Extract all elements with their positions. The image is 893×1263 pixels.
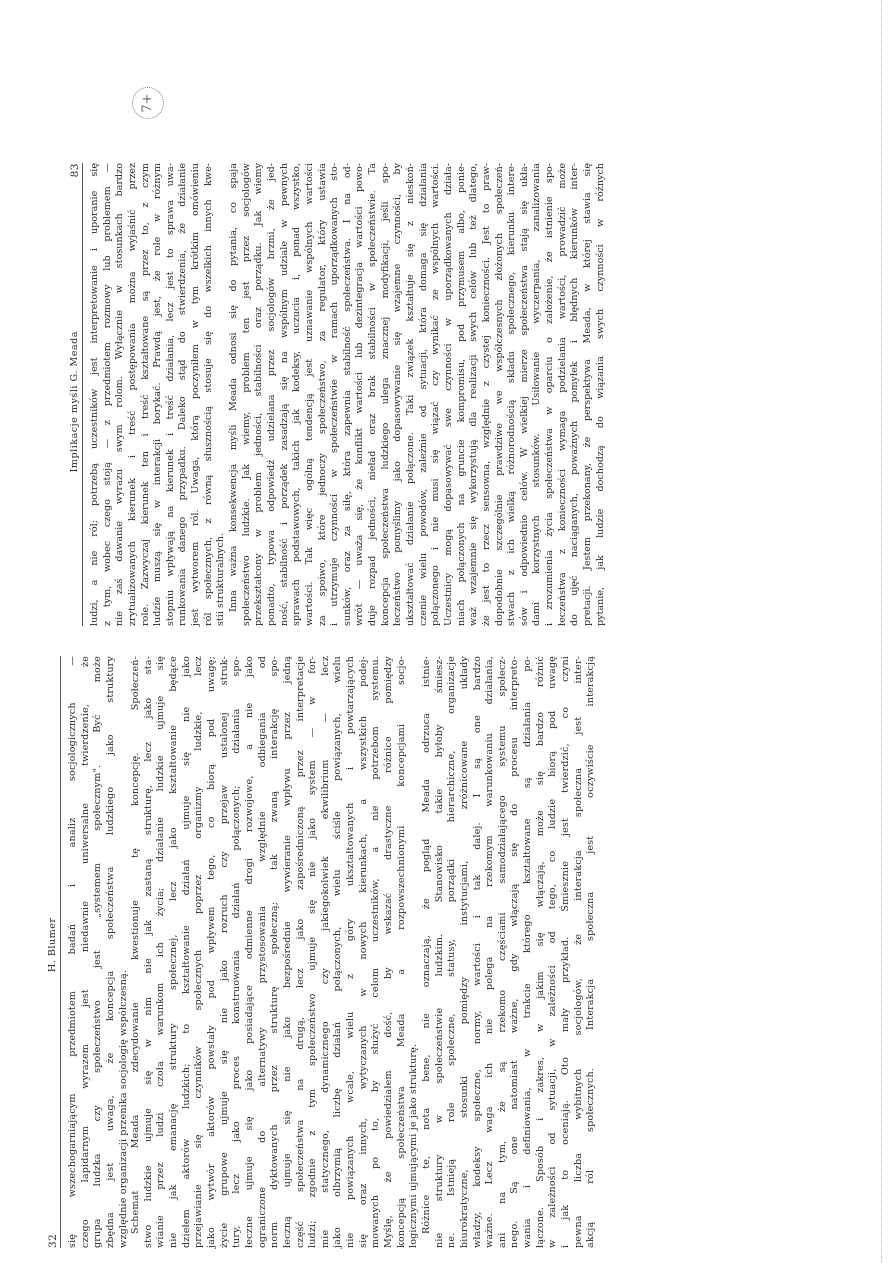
text-line: Schemat Meada zdecydowanie kwestionuje tę koncepcję. Społeczeń- — [130, 656, 142, 1234]
text-line: wrót — uważa się, że konflikt wartości lub dezintegracja wartości powo- — [354, 163, 366, 626]
text-line: koncepcją społeczeństwa Meada a rozpowszechnionymi koncepcjami socjo- — [395, 656, 407, 1248]
text-line: ograniczone do alternatywy przystosowania względnie odbiegania od — [256, 656, 268, 1248]
text-line: ani na tym, że są rzekomo częściami samodziałającego systemu społecz- — [496, 656, 508, 1248]
text-line: czenie wielu powodów, zależnie od sytuacji, która domaga się działania — [417, 163, 429, 626]
page-32 — [46, 656, 598, 1248]
text-line: połączonego i nie musi się wiązać czy wynikać ze wspólnych wartości. — [430, 163, 442, 626]
text-line: ludzie muszą się w interakcji borykać. Prawdą jest, że role w różnym — [152, 163, 164, 626]
text-line: i utrzymuje czynności w społeczeństwie w ramach uporządkowanych sto- — [329, 163, 341, 626]
page-number: 32 — [47, 1233, 60, 1248]
text-line: ne. Istnieją role społeczne, statusy, porządki hierarchiczne, organizacje — [446, 656, 458, 1248]
text-line: tury, lecz jako proces konstruowania działań połączonych; działania spo- — [231, 656, 243, 1248]
text-line: nie jak emanację struktury społecznej, lecz jako kształtowanie będące — [168, 656, 180, 1248]
text-line: wartości. Tak więc ogólną tendencją jest uznawanie wspólnych wartości — [303, 163, 315, 626]
text-line: władzy, kodeksy społeczne, normy, wartości i tak dalej. I są one bardzo — [471, 656, 483, 1248]
page-header — [46, 656, 61, 1248]
text-line: stopniu wpływają na kierunek i treść działania, lecz jest to sprawa uwa- — [164, 163, 176, 626]
text-line: się wszechogarniającym przedmiotem badań i analiz socjologicznych — — [67, 656, 78, 1248]
text-line: ról społecznych, z równą słusznością stosuje się do wszelkich innych kwe- — [202, 163, 214, 626]
text-line: łeczeństwo pomyślimy jako dopasowywanie się wzajemne czynności, by — [392, 163, 404, 626]
text-line: duje rozpad jedności, nieład oraz brak stabilności w społeczeństwie. Ta — [367, 163, 379, 626]
text-line: logicznymi ujmującymi je jako strukturę. — [408, 1043, 420, 1248]
text-line: jest wytworem ról. Uwaga, którą poczyniłem w tym krótkim omówieniu — [190, 163, 202, 626]
text-line: Uczestnicy mogą dopasowywać swe czynności w uporządkowanych działa- — [442, 163, 454, 626]
text-line: wania i definiowania, w trakcie którego kształtowane są działania po- — [522, 656, 534, 1248]
text-line: przejawianie się czynników społecznych poprzez organizmy ludzkie, lecz — [193, 656, 205, 1248]
text-line: nie powiązanych wcale, wielu z góry ukształtowanych i powtarzających — [345, 656, 357, 1248]
text-line: Myślę, że powiedziałem dość, by wskazać drastyczne różnice pomiędzy — [383, 656, 395, 1248]
text-line: pretacji. Jestem przekonany, że perspektywa Meada, w której stawia się — [581, 163, 593, 626]
text-line: łączone. Sposób i zakres, w jakim się włączają, może się bardzo różnić — [534, 656, 546, 1248]
text-line: dziełem aktorów ludzkich; to kształtowanie działań ujmuje się nie jako — [180, 656, 192, 1248]
text-line: ność, stabilność i porządek zasadzają się na wspólnym udziale w pewnych — [278, 163, 290, 626]
text-line: pewna liczba wybitnych socjologów, że interakcja społeczna jest inter- — [572, 656, 584, 1248]
text-line: Różnice te, nota bene, nie oznaczają, że pogląd Meada odrzuca istnie- — [420, 656, 432, 1234]
text-line: z tym, wobec czego stoją — z przedmiotem rozmowy lub problemem — — [101, 163, 113, 626]
text-line: akcją ról społecznych. Interakcja społeczna jest oczywiście interakcją — [585, 656, 597, 1248]
text-line: społeczeństwo ludzkie. Jak wiemy, problem ten jest przez socjologów — [240, 163, 252, 626]
text-line: koncepcja społeczeństwa ludzkiego ulega znacznej modyfikacji, jeśli spo- — [379, 163, 391, 626]
text-line: ukształtować działanie połączone. Taki związek kształtuje się z nieskoń- — [405, 163, 417, 626]
text-line: łeczną ujmuje się nie jako bezpośrednie wywieranie wpływu przez jedną — [281, 656, 293, 1248]
text-line: część społeczeństwa na drugą, lecz jako zapośredniczoną przez interpretacje — [294, 656, 306, 1248]
text-line: role. Zazwyczaj kierunek ten i treść kształtowane są przez to, z czym — [139, 163, 151, 626]
text-line: jako olbrzymią liczbę działań połączonych, wielu ściśle powiązanych, wielu — [332, 656, 344, 1248]
text-line: mie statycznego, dynamicznego czy jakiegokolwiek ekwilibrium — lecz — [319, 656, 331, 1248]
text-line: mowanych po to, by służyć celom uczestników, a nie potrzebom systemu. — [370, 656, 382, 1248]
text-line: względnie organizacji przenika socjologię współczesną. — [117, 969, 129, 1248]
text-line: sów i odpowiednio celów. W wielkiej mierze społeczeństwa stają się ukła- — [518, 163, 530, 626]
text-line: za spoiwo, które jednoczy społeczeństwo, za regulator, który ustawia — [316, 163, 328, 626]
page-number: 83 — [69, 163, 82, 178]
text-line: że jest to rzecz sensowna, względnie z czystej konieczności. Jest to praw- — [480, 163, 492, 626]
text-line: waż wzajemnie się wykorzystują dla realizacji swych celów lub też dlatego, — [468, 163, 480, 626]
text-line: norm dyktowanych przez strukturę społeczną; tak zwaną interakcję spo- — [269, 656, 281, 1248]
text-line: w zależności od sytuacji, w zależności od tego, co ludzie biorą pod uwagę — [547, 656, 559, 1248]
page-header — [68, 163, 83, 626]
text-line: niach połączonych na gruncie kompromisu, pod przymusem albo, ponie- — [455, 163, 467, 626]
text-line: stwo ludzkie ujmuje się w nim nie jak zastaną strukturę, lecz jako sta- — [142, 656, 154, 1248]
text-line: ludzi, a nie ról; potrzebą uczestników jest interpretowanie i uporanie się — [89, 163, 100, 626]
running-head: Implikacje myśli G. Meada — [69, 330, 81, 473]
text-line: grupa ludzka czy społeczeństwo jest „systemem społecznym". Być może — [92, 656, 104, 1248]
text-line: dami korzystnych stosunków. Usiłowanie wyczerpania, zanalizowania — [531, 163, 543, 626]
text-line: przekształcony w problem jedności, stabilności oraz porządku. Jak wiemy — [253, 163, 265, 626]
text-line: ważne. Lecz waga ich nie polega na rzekomym warunkowaniu działania, — [484, 656, 496, 1248]
text-line: sunków, oraz za siłę, która zapewnia stabilność społeczeństwa. I na od- — [341, 163, 353, 626]
page-body — [89, 163, 607, 626]
text-line: pytanie, jak ludzie dochodzą do wiązania swych czynności w różnych — [594, 163, 606, 626]
text-line: dopodobnie szczególnie prawdziwe we współczesnych złożonych społeczeń- — [493, 163, 505, 626]
text-line: biurokratyczne, stosunki pomiędzy instytucjami, zróżnicowane układy — [458, 656, 470, 1248]
text-line: runkowania danego przypadku. Daleko stąd do stwierdzenia, że działanie — [177, 163, 189, 626]
text-line: nie struktury w społeczeństwie ludzkim. Stanowisko takie byłoby śmiesz- — [433, 656, 445, 1248]
text-line: nego. Są one natomiast ważne, gdy włączają się do procesu interpreto- — [509, 656, 521, 1248]
text-line: stii strukturalnych. — [215, 533, 227, 626]
text-line: życie grupowe ujmuje się nie jako rozruch czy przejaw ustalonej struk- — [218, 656, 230, 1248]
text-line: jako wytwór aktorów powstały pod wpływem tego, co biorą pod uwagę; — [206, 656, 218, 1248]
running-head: H. Blumer — [47, 917, 59, 973]
text-line: stwach z ich wielką różnorodnością składu społecznego, kierunku intere- — [506, 163, 518, 626]
text-line: Inna ważna konsekwencja myśli Meada odnosi się do pytania, co spaja — [228, 163, 240, 612]
text-line: łeczeństwa z konieczności wymaga podzielania wartości, prowadzić może — [556, 163, 568, 626]
text-line: się oraz innych, wytyczanych w nowych kierunkach, a wszystkich podej- — [357, 656, 369, 1248]
text-line: zrytualizowanych kierunek i treść postępowania można wyjaśnić przez — [126, 163, 138, 626]
page-body — [67, 656, 598, 1248]
text-line: wianie przez ludzi czoła warunkom ich życia; działanie ludzkie ujmuje się — [155, 656, 167, 1248]
library-stamp-mark: 7+ — [132, 87, 164, 119]
text-line: sprawach podstawowych, takich jak kodeksy, uczucia i, ponad wszystko, — [291, 163, 303, 626]
text-line: do ujęć naciąganych, poważnych pomyłek i błędnych kierunków inter- — [569, 163, 581, 626]
text-line: i zrozumienia życia społeczeństwa w oparciu o założenie, że istnienie spo- — [544, 163, 556, 626]
text-line: nie zaś dawanie wyrazu swym rolom. Wyłącznie w stosunkach bardzo — [114, 163, 126, 626]
text-line: ludzi; zgodnie z tym społeczeństwo ujmuje się nie jako system — w for- — [307, 656, 319, 1248]
text-line: ponadto, typowa odpowiedź udzielana przez socjologów brzmi, że jed- — [265, 163, 277, 626]
page-83 — [68, 163, 607, 626]
text-line: czego lapidarnym wyrazem jest niedawnie uniwersalne twierdzenie, że — [79, 656, 91, 1248]
text-line: i jak to oceniają. Oto mały przykład. Śmiesznie jest twierdzić, co czyni — [559, 656, 571, 1248]
scan-edge-border — [881, 0, 882, 1263]
text-line: zbędna jest uwaga, że koncepcja społeczeństwa ludzkiego jako struktury — [104, 656, 116, 1248]
text-line: łeczne ujmuje się jako posiadające odmienne drogi rozwojowe, a nie jako — [243, 656, 255, 1248]
